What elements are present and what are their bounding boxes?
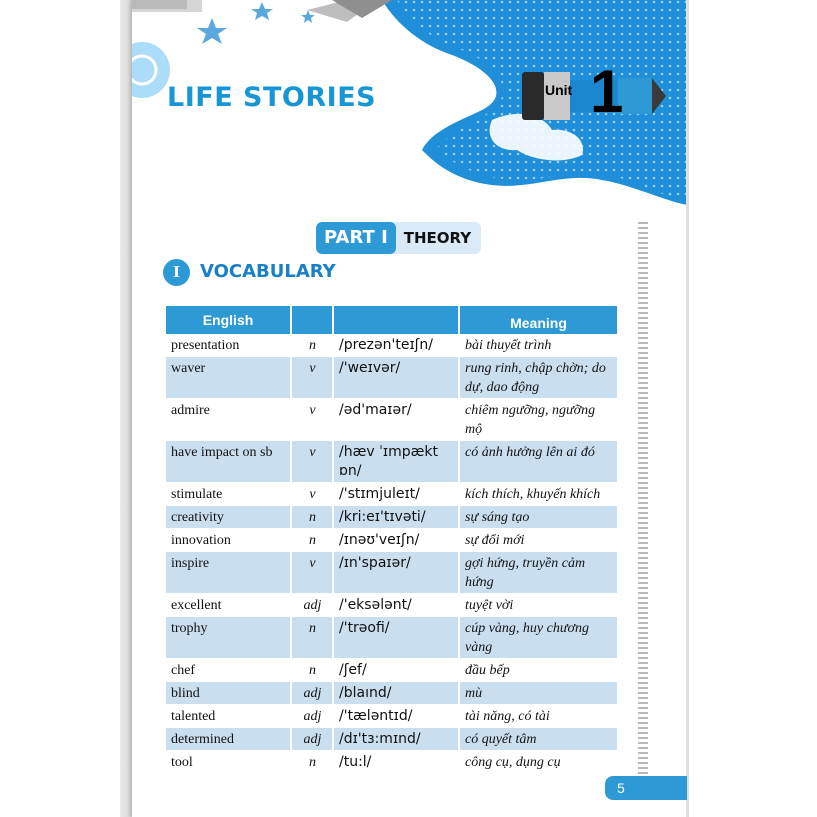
cell-meaning: có quyết tâm	[459, 728, 618, 751]
cell-pos: adj	[291, 594, 333, 617]
cell-meaning: bài thuyết trình	[459, 334, 618, 357]
cell-meaning: rung rinh, chập chờn; do dự, dao động	[459, 357, 618, 399]
table-row	[166, 483, 618, 506]
cell-meaning: chiêm ngưỡng, ngưỡng mộ	[459, 399, 618, 441]
star-icon	[197, 18, 227, 44]
cell-meaning: công cụ, dụng cụ	[459, 751, 618, 774]
table-row	[166, 441, 618, 483]
unit-number: 1	[590, 58, 624, 125]
cell-pos: n	[291, 334, 333, 357]
cell-ipa: /'stɪmjuleɪt/	[333, 483, 459, 506]
cell-ipa: /ʃef/	[333, 659, 459, 682]
cell-ipa: /'tæləntɪd/	[333, 705, 459, 728]
cell-english: tool	[166, 751, 291, 774]
header-pos	[291, 306, 333, 334]
cell-ipa: /'trəofi/	[333, 617, 459, 659]
cell-english: trophy	[166, 617, 291, 659]
cell-meaning: gợi hứng, truyền cảm hứng	[459, 552, 618, 594]
cell-english: determined	[166, 728, 291, 751]
cell-pos: v	[291, 552, 333, 594]
header-meaning: Meaning	[459, 306, 618, 334]
cell-pos: n	[291, 506, 333, 529]
cell-ipa: /ɪn'spaɪər/	[333, 552, 459, 594]
cell-meaning: sự đổi mới	[459, 529, 618, 552]
cell-ipa: /prezən'teɪʃn/	[333, 334, 459, 357]
cell-english: chef	[166, 659, 291, 682]
part-heading	[316, 222, 481, 254]
page-right-edge	[686, 0, 689, 817]
unit-label: Unit	[545, 82, 573, 98]
cell-meaning: sự sáng tạo	[459, 506, 618, 529]
cell-english: admire	[166, 399, 291, 441]
cell-ipa: /dɪ'tɜ:mɪnd/	[333, 728, 459, 751]
table-row	[166, 705, 618, 728]
cell-pos: adj	[291, 705, 333, 728]
cell-ipa: /'weɪvər/	[333, 357, 459, 399]
cell-ipa: /blaınd/	[333, 682, 459, 705]
star-icon	[251, 2, 273, 20]
cell-english: stimulate	[166, 483, 291, 506]
cell-meaning: tài năng, có tài	[459, 705, 618, 728]
cell-pos: adj	[291, 682, 333, 705]
table-row	[166, 529, 618, 552]
section-title: VOCABULARY	[200, 261, 336, 282]
page-number: 5	[605, 776, 687, 800]
cell-ipa: /ɪnəʊ'veɪʃn/	[333, 529, 459, 552]
cell-english: waver	[166, 357, 291, 399]
cell-pos: n	[291, 751, 333, 774]
cell-ipa: /tu:l/	[333, 751, 459, 774]
cell-meaning: tuyệt vời	[459, 594, 618, 617]
table-row	[166, 594, 618, 617]
cell-meaning: kích thích, khuyến khích	[459, 483, 618, 506]
cell-english: inspire	[166, 552, 291, 594]
section-number-badge: I	[163, 259, 190, 286]
star-icon	[301, 10, 315, 23]
part-subtitle: THEORY	[403, 229, 472, 247]
table-row	[166, 617, 618, 659]
cell-pos: n	[291, 617, 333, 659]
cell-meaning: đầu bếp	[459, 659, 618, 682]
cell-pos: v	[291, 357, 333, 399]
cell-english: talented	[166, 705, 291, 728]
unit-title: LIFE STORIES	[167, 82, 377, 113]
table-row	[166, 552, 618, 594]
cell-pos: adj	[291, 728, 333, 751]
header-english: English	[166, 306, 291, 334]
cell-english: presentation	[166, 334, 291, 357]
cell-ipa: /kri:eɪ'tɪvəti/	[333, 506, 459, 529]
table-row	[166, 357, 618, 399]
table-row	[166, 728, 618, 751]
spiral-circle-decoration	[132, 42, 170, 98]
cell-ipa: /əd'maɪər/	[333, 399, 459, 441]
cell-english: innovation	[166, 529, 291, 552]
cell-pos: n	[291, 659, 333, 682]
cell-english: creativity	[166, 506, 291, 529]
table-row	[166, 334, 618, 357]
header-ipa	[333, 306, 459, 334]
cell-pos: v	[291, 441, 333, 483]
spiral-binding-decoration	[638, 222, 648, 782]
cell-meaning: cúp vàng, huy chương vàng	[459, 617, 618, 659]
cell-english: excellent	[166, 594, 291, 617]
table-row	[166, 399, 618, 441]
cell-pos: v	[291, 399, 333, 441]
cell-pos: v	[291, 483, 333, 506]
table-row	[166, 506, 618, 529]
cell-meaning: mù	[459, 682, 618, 705]
cell-ipa: /hæv ˈɪmpækt ɒn/	[333, 441, 459, 483]
table-header-row	[166, 306, 618, 334]
part-label: PART I	[316, 222, 396, 254]
cell-english: blind	[166, 682, 291, 705]
cell-english: have impact on sb	[166, 441, 291, 483]
cell-meaning: có ảnh hưởng lên ai đó	[459, 441, 618, 483]
table-row	[166, 659, 618, 682]
cell-pos: n	[291, 529, 333, 552]
vocabulary-table	[166, 306, 619, 774]
table-row	[166, 682, 618, 705]
table-row	[166, 751, 618, 774]
cell-ipa: /'eksələnt/	[333, 594, 459, 617]
